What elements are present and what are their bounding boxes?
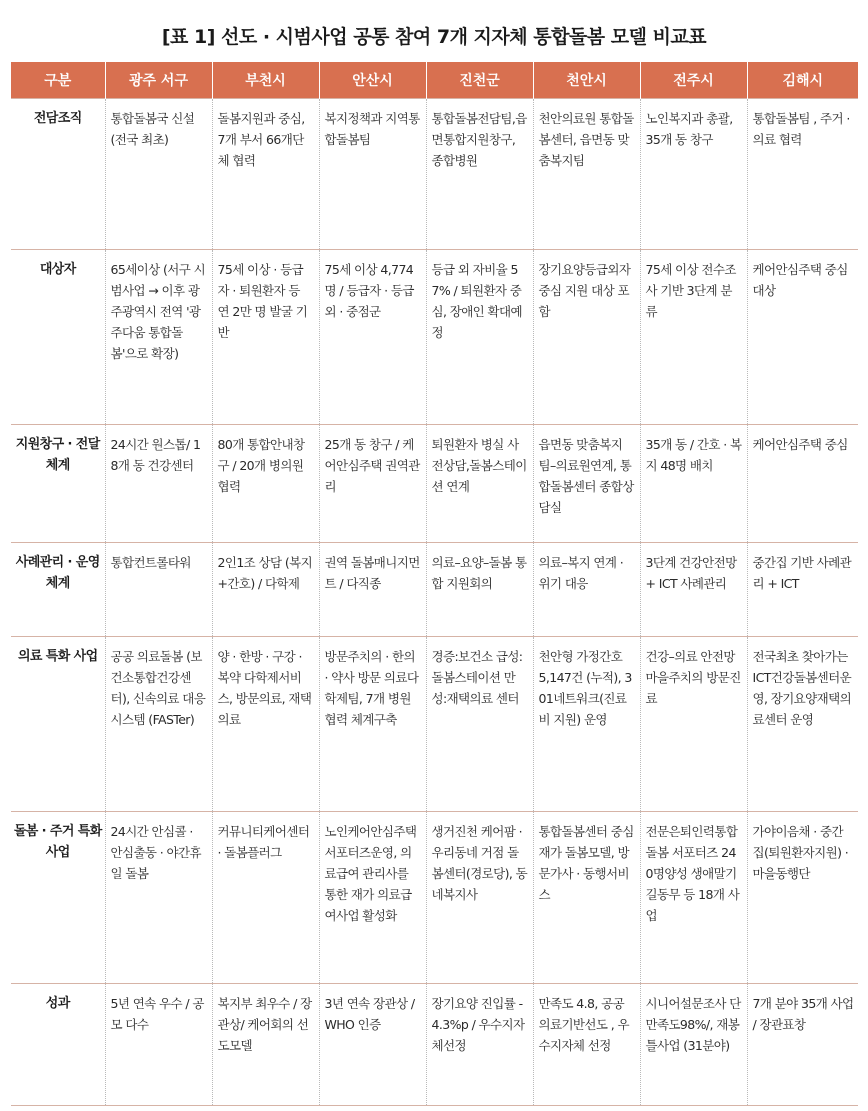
- header-cell: 구분: [11, 62, 105, 99]
- table-cell: 3년 연속 장관상 / WHO 인증: [319, 984, 426, 1106]
- table-cell: 건강–의료 안전망 마을주치의 방문진료: [640, 637, 747, 812]
- table-cell: 노인케어안심주택서포터즈운영, 의료급여 관리사를 통한 재가 의료급여사업 활성화: [319, 812, 426, 984]
- table-cell: 24시간 원스톱/ 18개 동 건강센터: [105, 425, 212, 543]
- table-cell: 의료–복지 연계 · 위기 대응: [533, 543, 640, 637]
- table-cell: 중간집 기반 사례관리 + ICT: [747, 543, 858, 637]
- table-cell: 천안형 가정간호 5,147건 (누적), 301네트워크(진료비 지원) 운영: [533, 637, 640, 812]
- header-cell: 김해시: [747, 62, 858, 99]
- table-cell: 돌봄지원과 중심, 7개 부서 66개단체 협력: [212, 99, 319, 250]
- table-row: [11, 543, 858, 637]
- row-category: 지원창구 · 전달체계: [11, 425, 105, 543]
- table-cell: 75세 이상 전수조사 기반 3단계 분류: [640, 250, 747, 425]
- table-cell: 통합돌봄팀 , 주거 · 의료 협력: [747, 99, 858, 250]
- table-cell: 양 · 한방 · 구강 · 복약 다학제서비스, 방문의료, 재택의료: [212, 637, 319, 812]
- table-cell: 천안의료원 통합돌봄센터, 읍면동 맞춤복지팀: [533, 99, 640, 250]
- table-cell: 장기요양 진입률 -4.3%p / 우수지자체선정: [426, 984, 533, 1106]
- table-cell: 5년 연속 우수 / 공모 다수: [105, 984, 212, 1106]
- table-cell: 75세 이상 · 등급자 · 퇴원환자 등 연 2만 명 발굴 기반: [212, 250, 319, 425]
- table-cell: 공공 의료돌봄 (보건소통합건강센터), 신속의료 대응시스템 (FASTer): [105, 637, 212, 812]
- row-category: 돌봄 · 주거 특화사업: [11, 812, 105, 984]
- table-cell: 통합돌봄전담팀,읍면통합지원창구, 종합병원: [426, 99, 533, 250]
- header-cell: 진천군: [426, 62, 533, 99]
- table-cell: 노인복지과 총괄, 35개 동 창구: [640, 99, 747, 250]
- table-cell: 65세이상 (서구 시범사업 → 이후 광주광역시 전역 '광주다움 통합돌봄'으로 확장): [105, 250, 212, 425]
- row-category: 성과: [11, 984, 105, 1106]
- row-category: 전담조직: [11, 99, 105, 250]
- table-row: [11, 250, 858, 425]
- table-cell: 방문주치의 · 한의 · 약사 방문 의료다학제팀, 7개 병원협력 체계구축: [319, 637, 426, 812]
- header-cell: 부천시: [212, 62, 319, 99]
- table-cell: 생거진천 케어팜 · 우리동네 거점 돌봄센터(경로당), 동네복지사: [426, 812, 533, 984]
- table-cell: 75세 이상 4,774명 / 등급자 · 등급외 · 중점군: [319, 250, 426, 425]
- table-row: [11, 99, 858, 250]
- table-cell: 케어안심주택 중심: [747, 425, 858, 543]
- table-cell: 만족도 4.8, 공공의료기반선도 , 우수지자체 선정: [533, 984, 640, 1106]
- header-cell: 전주시: [640, 62, 747, 99]
- table-title: [표 1] 선도 · 시범사업 공통 참여 7개 지자체 통합돌봄 모델 비교표: [161, 26, 707, 48]
- header-cell: 광주 서구: [105, 62, 212, 99]
- table-cell: 전국최초 찾아가는 ICT건강돌봄센터운영, 장기요양재택의료센터 운영: [747, 637, 858, 812]
- table-cell: 가야이음채 · 중간집(퇴원환자지원) · 마을동행단: [747, 812, 858, 984]
- table-cell: 복지부 최우수 / 장관상/ 케어회의 선도모델: [212, 984, 319, 1106]
- table-cell: 커뮤니티케어센터 · 돌봄플러그: [212, 812, 319, 984]
- table-row: [11, 637, 858, 812]
- row-category: 사례관리 · 운영체계: [11, 543, 105, 637]
- table-cell: 35개 동 / 간호 · 복지 48명 배치: [640, 425, 747, 543]
- header-row: [11, 62, 858, 99]
- table-cell: 경증:보건소 급성:돌봄스테이션 만성:재택의료 센터: [426, 637, 533, 812]
- header-cell: 천안시: [533, 62, 640, 99]
- table-cell: 읍면동 맞춤복지팀–의료원연계, 통합돌봄센터 종합상담실: [533, 425, 640, 543]
- comparison-table: [11, 62, 858, 1106]
- table-cell: 케어안심주택 중심 대상: [747, 250, 858, 425]
- table-row: [11, 984, 858, 1106]
- table-row: [11, 425, 858, 543]
- table-cell: 2인1조 상담 (복지+간호) / 다학제: [212, 543, 319, 637]
- table-cell: 80개 통합안내창구 / 20개 병의원 협력: [212, 425, 319, 543]
- row-category: 대상자: [11, 250, 105, 425]
- table-cell: 통합돌봄센터 중심 재가 돌봄모델, 방문가사 · 동행서비스: [533, 812, 640, 984]
- row-category: 의료 특화 사업: [11, 637, 105, 812]
- table-cell: 복지정책과 지역통합돌봄팀: [319, 99, 426, 250]
- table-cell: 24시간 안심콜 · 안심출동 · 야간휴일 돌봄: [105, 812, 212, 984]
- table-cell: 통합돌봄국 신설(전국 최초): [105, 99, 212, 250]
- table-cell: 통합컨트롤타워: [105, 543, 212, 637]
- table-cell: 장기요양등급외자 중심 지원 대상 포함: [533, 250, 640, 425]
- table-cell: 전문은퇴인력통합돌봄 서포터즈 240명양성 생애말기 길동무 등 18개 사업: [640, 812, 747, 984]
- header-cell: 안산시: [319, 62, 426, 99]
- table-cell: 의료–요양–돌봄 통합 지원회의: [426, 543, 533, 637]
- table-cell: 7개 분야 35개 사업 / 장관표창: [747, 984, 858, 1106]
- table-cell: 3단계 건강안전망 + ICT 사례관리: [640, 543, 747, 637]
- table-cell: 권역 돌봄매니지먼트 / 다직종: [319, 543, 426, 637]
- table-row: [11, 812, 858, 984]
- table-cell: 25개 동 창구 / 케어안심주택 권역관리: [319, 425, 426, 543]
- table-cell: 퇴원환자 병실 사전상담,돌봄스테이션 연계: [426, 425, 533, 543]
- table-cell: 시니어설문조사 단만족도98%/, 재봉틀사업 (31분야): [640, 984, 747, 1106]
- table-cell: 등급 외 자비율 57% / 퇴원환자 중심, 장애인 확대예정: [426, 250, 533, 425]
